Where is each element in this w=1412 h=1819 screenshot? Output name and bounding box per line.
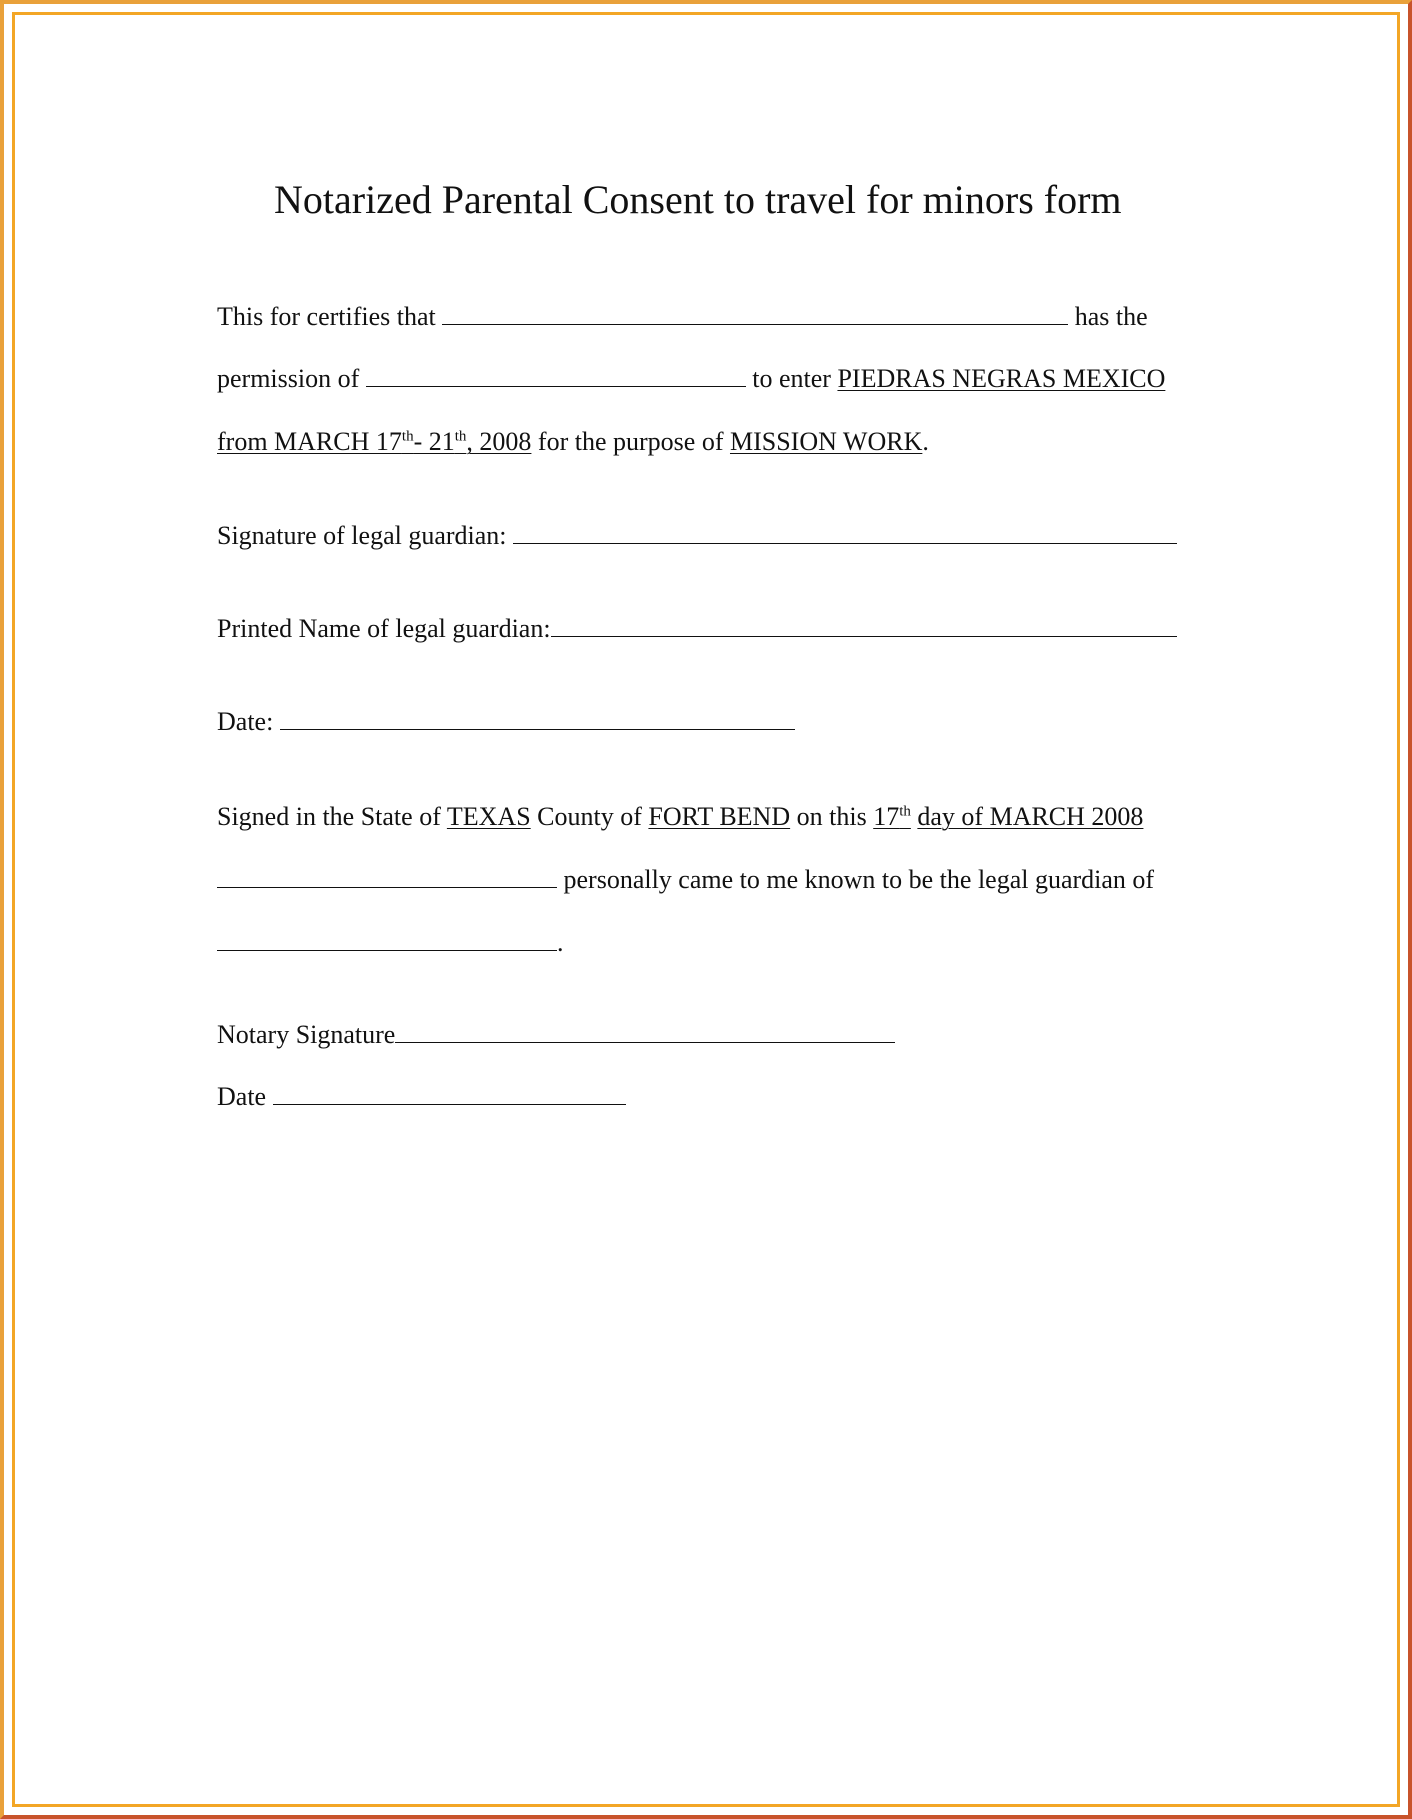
- guardian-printed-name-label: Printed Name of legal guardian:: [217, 614, 551, 643]
- has-the-text: has the: [1074, 302, 1148, 331]
- guardian-of-minor-blank[interactable]: [217, 928, 557, 951]
- personally-came-line: personally came to me known to be the legal guardian of: [217, 865, 1154, 895]
- date-blank[interactable]: [280, 707, 795, 730]
- certifies-label: This for certifies that: [217, 302, 436, 331]
- notary-date-line: [217, 1082, 626, 1112]
- notary-date-label: Date: [217, 1082, 267, 1111]
- guardian-printed-name-line: [217, 614, 1177, 644]
- date-line: [217, 707, 795, 737]
- purpose-label: for the purpose of: [537, 427, 724, 456]
- minor-name-blank[interactable]: [442, 302, 1068, 325]
- signed-month-year: day of MARCH 2008: [917, 802, 1144, 831]
- guardian-printed-name-blank[interactable]: [551, 614, 1177, 637]
- page-inner-border: [12, 12, 1400, 1807]
- permission-line: [217, 364, 1165, 394]
- guardian-signature-label: Signature of legal guardian:: [217, 521, 507, 550]
- notary-signature-label: Notary Signature: [217, 1020, 396, 1049]
- notary-date-blank[interactable]: [273, 1082, 626, 1105]
- destination: PIEDRAS NEGRAS MEXICO: [837, 364, 1166, 393]
- state: TEXAS: [446, 802, 531, 831]
- signed-in-line: Signed in the State of TEXAS County of FORT BEND on this 17th day of MARCH 2008: [217, 802, 1144, 831]
- certifies-line: [217, 302, 1148, 332]
- permission-label: permission of: [217, 364, 360, 393]
- notary-signature-blank[interactable]: [395, 1020, 895, 1043]
- travel-dates: from MARCH 17th- 21th, 2008: [217, 427, 532, 456]
- appearing-guardian-blank[interactable]: [217, 865, 557, 888]
- signed-day: 17th: [873, 802, 911, 831]
- county: FORT BEND: [648, 802, 791, 831]
- to-enter-text: to enter: [752, 364, 831, 393]
- permission-from-blank[interactable]: [366, 364, 746, 387]
- notary-signature-line: [217, 1020, 895, 1050]
- dates-line: from MARCH 17th- 21th, 2008 for the purpose of MISSION WORK.: [217, 427, 929, 456]
- purpose: MISSION WORK: [729, 427, 923, 456]
- guardian-of-line: .: [217, 928, 564, 958]
- guardian-signature-line: [217, 521, 1177, 551]
- date-label: Date:: [217, 707, 274, 736]
- guardian-signature-blank[interactable]: [513, 521, 1177, 544]
- document-title: Notarized Parental Consent to travel for minors form: [274, 177, 1122, 222]
